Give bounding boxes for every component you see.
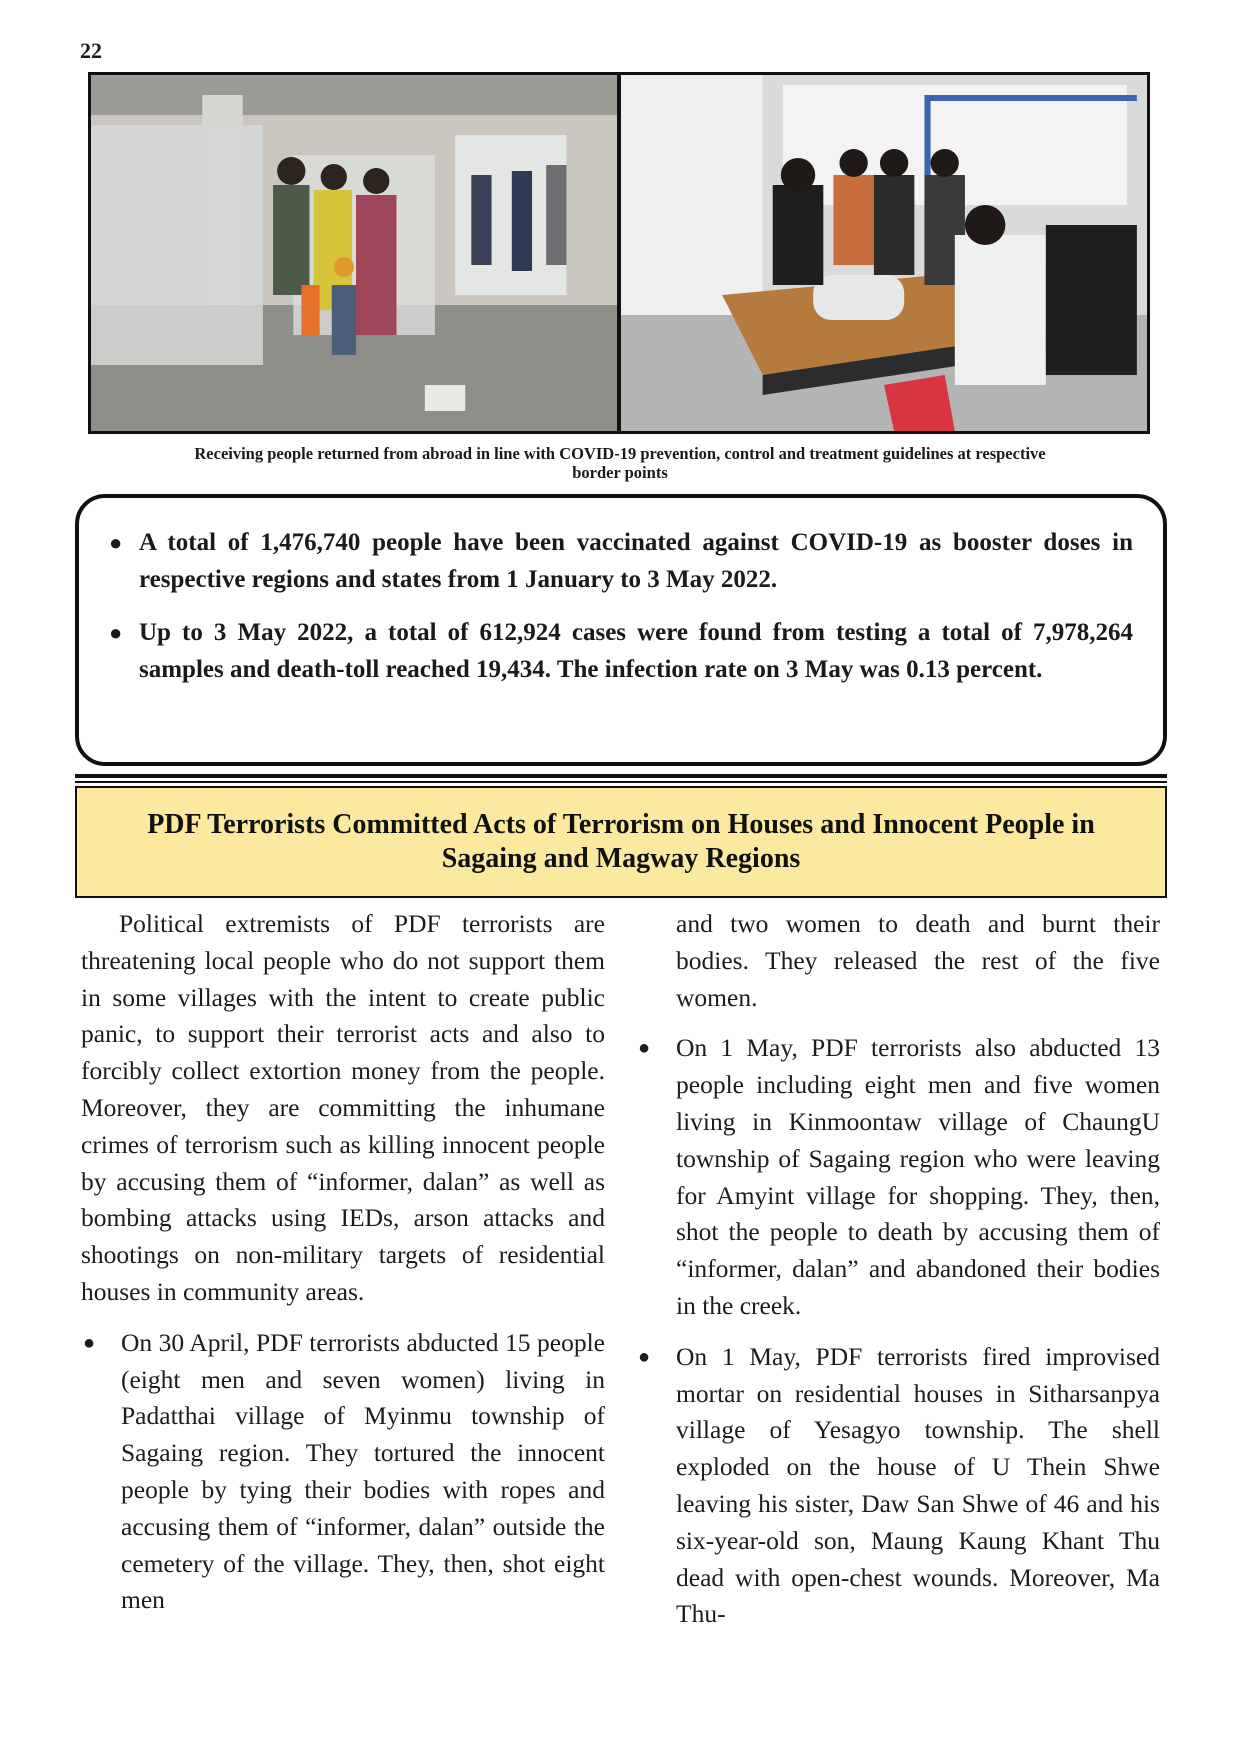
summary-item	[97, 614, 1133, 688]
article-item	[81, 1325, 605, 1619]
bullet-icon: ●	[109, 530, 123, 555]
article-item-text: On 30 April, PDF terrorists abducted 15 people (eight men and seven women) living in Padatthai village of Myinmu township of Sagaing region. They tortured the innocent people by tying their bodies with ropes and accusing them of “informer, dalan” outside the cemetery of the village. They, then, shot eight men	[121, 1327, 605, 1615]
photo-caption	[70, 444, 1170, 482]
article-item	[636, 1030, 1160, 1324]
summary-text: Up to 3 May 2022, a total of 612,924 cases were found from testing a total of 7,978,264 samples and death-toll reached 19,434. The infection rate on 3 May was 0.13 percent.	[139, 619, 1133, 683]
caption-line-1: Receiving people returned from abroad in line with COVID-19 prevention, control and treatment guidelines at respective	[194, 444, 1046, 463]
queue-photo	[91, 75, 617, 431]
article-column-right	[636, 906, 1160, 1633]
divider	[75, 781, 1167, 783]
headline-box	[75, 786, 1167, 898]
bullet-icon: ●	[638, 1345, 651, 1368]
bullet-icon: ●	[83, 1331, 96, 1354]
divider	[75, 774, 1167, 778]
summary-item	[97, 524, 1133, 598]
article-continuation: and two women to death and burnt their bodies. They released the rest of the five women.	[676, 909, 1160, 1012]
covid-summary-box	[75, 494, 1167, 766]
article-item-text: On 1 May, PDF terrorists also abducted 13 people including eight men and five women living in Kinmoontaw village of ChaungU township of Sagaing region who were leaving for Amyint village for shopping. They, then, shot the people to death by accusing them of “informer, dalan” and abandoned their bodies in the creek.	[676, 1033, 1160, 1320]
article-item	[636, 1339, 1160, 1633]
page-number: 22	[80, 38, 102, 63]
summary-text: A total of 1,476,740 people have been vaccinated against COVID-19 as booster doses in respective regions and states from 1 January to 3 May 2022.	[139, 529, 1133, 593]
photo-strip	[88, 72, 1150, 434]
caption-line-2: border points	[572, 463, 668, 482]
registration-photo	[621, 75, 1147, 431]
article-column-left	[81, 906, 605, 1619]
bullet-icon: ●	[638, 1037, 651, 1060]
article-intro: Political extremists of PDF terrorists are threatening local people who do not support them in some villages with the intent to create public panic, to support their terrorist acts and also to forcibly collect extortion money from the people. Moreover, they are committing the inhumane crimes of terrorism such as killing innocent people by accusing them of “informer, dalan” as well as bombing attacks using IEDs, arson attacks and shootings on non-military targets of residential houses in community areas.	[81, 909, 605, 1306]
article-item-text: On 1 May, PDF terrorists fired improvised mortar on residential houses in Sitharsanpya village of Yesagyo township. The shell exploded on the house of U Thein Shwe leaving his sister, Daw San Shwe of 46 and his six-year-old son, Maung Kaung Khant Thu dead with open-chest wounds. Moreover, Ma Thu-	[676, 1341, 1160, 1629]
article-headline: PDF Terrorists Committed Acts of Terrorism on Houses and Innocent People in Sagaing and Magway Regions	[147, 809, 1095, 874]
bullet-icon: ●	[109, 620, 123, 645]
